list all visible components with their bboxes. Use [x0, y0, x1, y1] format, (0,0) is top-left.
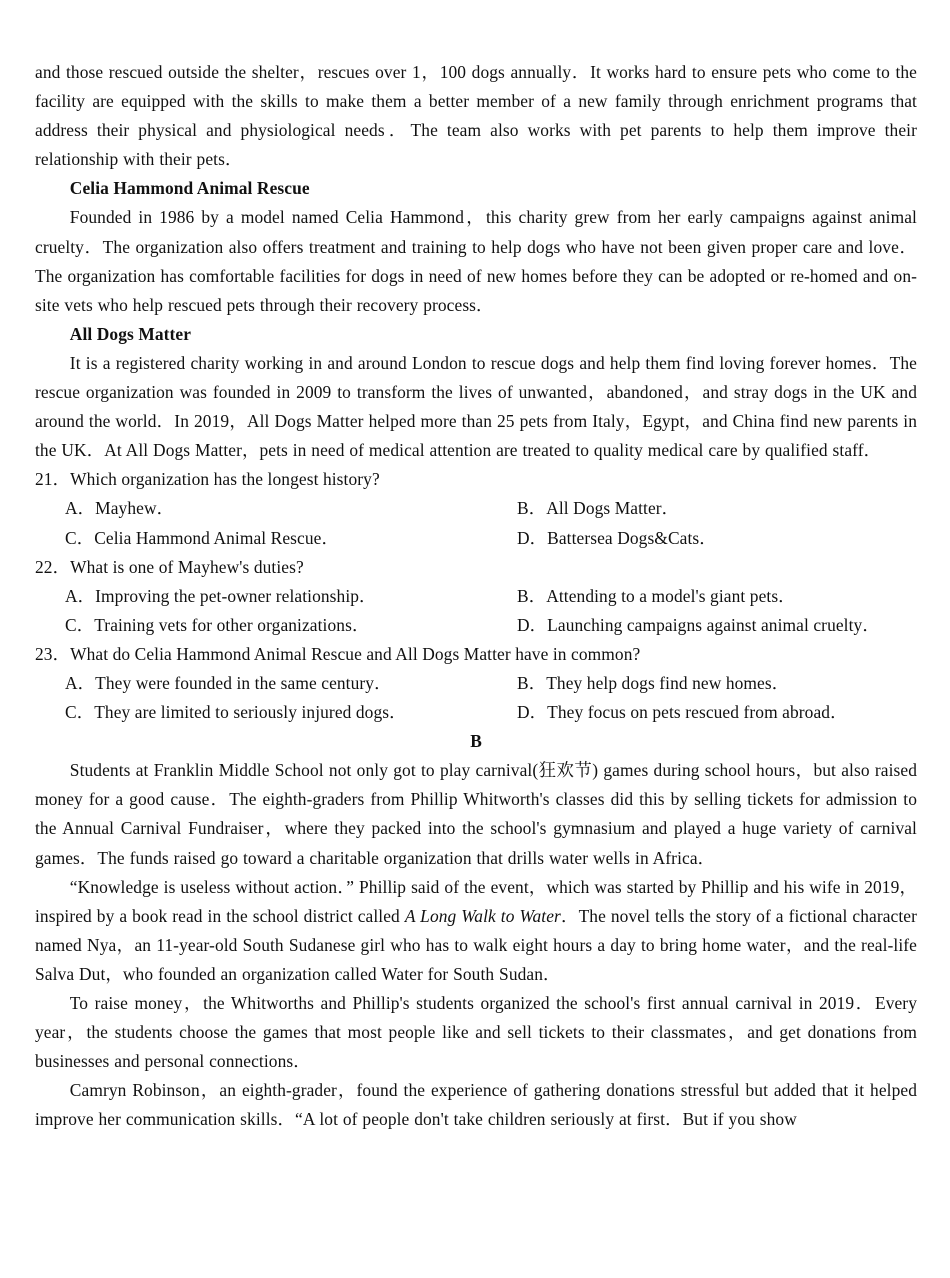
paragraph-section-b-2-part1: “Knowledge is useless without action．” Phillip said of the event，which was started by Phillip and his wife in 2019，inspired by a book read in the school district called: [35, 876, 917, 926]
paragraph-section-b-2: [35, 873, 917, 989]
option-row: [65, 524, 917, 553]
question-options-21: [35, 494, 917, 552]
option-21-d[interactable]: D．Battersea Dogs&Cats．: [517, 527, 717, 548]
option-22-d[interactable]: D．Launching campaigns against animal cruelty．: [517, 614, 880, 635]
question-stem-23: 23．What do Celia Hammond Animal Rescue and All Dogs Matter have in common?: [35, 643, 641, 664]
question-options-23: [35, 669, 917, 727]
paragraph-mayhew-continued: and those rescued outside the shelter，rescues over 1，100 dogs annually．It works hard to ensure pets who come to the facility are equipped with the skills to make them a better member of a new family through enrichment programs that address their physical and physiological needs．The team also works with pet parents to help them improve their relationship with their pets．: [35, 62, 917, 170]
question-options-22: [35, 582, 917, 640]
book-title-a-long-walk-to-water: A Long Walk to Water: [404, 905, 561, 926]
paragraph-section-b-1: Students at Franklin Middle School not only got to play carnival(狂欢节) games during school hours，but also raised money for a good cause．The eighth-graders from Phillip Whitworth's classes did this by selling tickets for admission to the Annual Carnival Fundraiser，where they packed into the school's gymnasium and played a huge variety of carnival games．The funds raised go toward a charitable organization that drills water wells in Africa．: [35, 760, 917, 868]
paragraph-section-b-2-part2: ．The novel tells the story of a fictional character named Nya，an 11-year-old South Sudanese girl who has to walk eight hours a day to bring home water，and the real-life Salva Dut，who founded an organization called Water for South Sudan．: [35, 905, 917, 984]
option-21-b[interactable]: B．All Dogs Matter．: [517, 498, 680, 519]
option-23-b[interactable]: B．They help dogs find new homes．: [517, 672, 790, 693]
paragraph-section-b-4: Camryn Robinson，an eighth-grader，found the experience of gathering donations stressful but added that it helped improve her communication skills．“A lot of people don't take children seriously at first．But if you show: [35, 1080, 917, 1130]
option-23-a[interactable]: A．They were founded in the same century．: [65, 672, 392, 693]
option-row: [65, 611, 917, 640]
section-letter-b: B: [470, 731, 482, 752]
option-row: [65, 698, 917, 727]
heading-celia-hammond-animal-rescue: Celia Hammond Animal Rescue: [69, 178, 310, 199]
option-row: [65, 582, 917, 611]
question-stem-22: 22．What is one of Mayhew's duties?: [35, 556, 304, 577]
option-row: [65, 669, 917, 698]
option-23-d[interactable]: D．They focus on pets rescued from abroad．: [517, 702, 848, 723]
heading-all-dogs-matter: All Dogs Matter: [69, 323, 192, 344]
paragraph-celia-hammond: Founded in 1986 by a model named Celia Hammond，this charity grew from her early campaigns against animal cruelty．The organization also offers treatment and training to help dogs who have not been given proper care and love．The organization has comfortable facilities for dogs in need of new homes before they can be adopted or re-homed and on-site vets who help rescued pets through their recovery process．: [35, 207, 917, 315]
option-22-b[interactable]: B．Attending to a model's giant pets．: [517, 585, 796, 606]
option-22-c[interactable]: C．Training vets for other organizations．: [65, 614, 370, 635]
option-21-c[interactable]: C．Celia Hammond Animal Rescue．: [65, 527, 339, 548]
option-23-c[interactable]: C．They are limited to seriously injured dogs．: [65, 702, 407, 723]
option-21-a[interactable]: A．Mayhew．: [65, 498, 175, 519]
option-row: [65, 494, 917, 523]
paragraph-section-b-3: To raise money，the Whitworths and Phillip's students organized the school's first annual carnival in 2019．Every year，the students choose the games that most people like and sell tickets to their classmates，and get donations from businesses and personal connections．: [35, 993, 917, 1072]
option-22-a[interactable]: A．Improving the pet-owner relationship．: [65, 585, 377, 606]
paragraph-all-dogs-matter: It is a registered charity working in and around London to rescue dogs and help them find loving forever homes．The rescue organization was founded in 2009 to transform the lives of unwanted，abandoned，and stray dogs in the UK and around the world．In 2019，All Dogs Matter helped more than 25 pets from Italy，Egypt，and China find new parents in the UK．At All Dogs Matter，pets in need of medical attention are treated to quality medical care by qualified staff．: [35, 352, 917, 461]
page-content: [35, 58, 917, 1134]
question-stem-21: 21．Which organization has the longest history?: [35, 469, 380, 490]
